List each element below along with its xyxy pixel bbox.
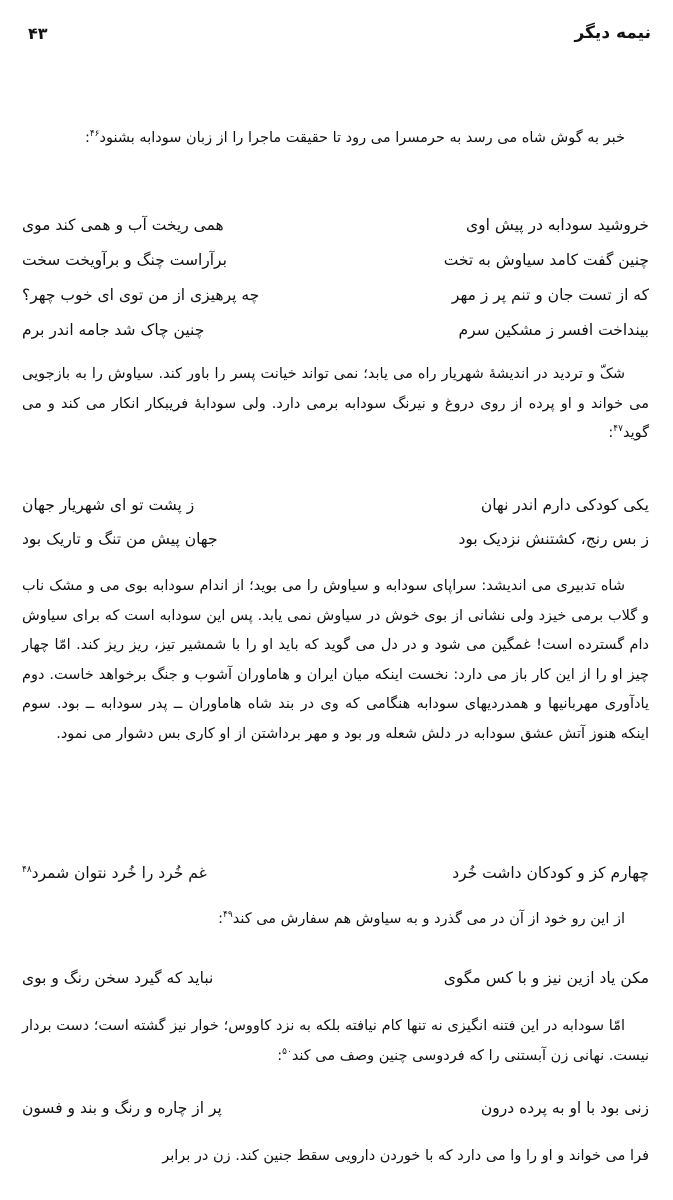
hemistich-right: خروشید سودابه در پیش اوی xyxy=(465,216,649,234)
punct: : xyxy=(84,130,90,146)
hemistich-right: ز بس رنج، کشتنش نزدیک بود xyxy=(458,530,649,548)
footnote-ref[interactable]: ۴۹ xyxy=(223,910,233,921)
paragraph xyxy=(22,124,649,154)
hemistich-right: مکن یاد ازین نیز و با کس مگوی xyxy=(443,969,649,987)
hemistich-text: غم خُرد را خُرد نتوان شمرد xyxy=(31,864,207,882)
verse-line xyxy=(22,280,649,310)
paragraph xyxy=(22,572,649,749)
punct: : xyxy=(218,911,224,927)
punct: : xyxy=(277,1047,283,1064)
hemistich-right: زنی بود با او به پرده درون xyxy=(480,1099,649,1117)
verse-line xyxy=(22,245,649,275)
hemistich-left: چنین چاک شد جامه اندر برم xyxy=(22,321,205,339)
hemistich-right xyxy=(452,858,649,888)
verse-line xyxy=(22,858,649,888)
hemistich-text: چهارم کز و کودکان داشت خُرد xyxy=(452,864,649,882)
paragraph-text: خبر به گوش شاه می رسد به حرمسرا می رود تا حقیقت ماجرا را از زبان سودابه بشنود xyxy=(99,130,625,146)
paragraph-text: امّا سودابه در این فتنه انگیزی نه تنها کام نیافته بلکه به نزد کاووس؛ خوار نیز گشته است؛ دست بردار نیست. نهانی زن آبستنی را که فردوسی چنین وصف می کند xyxy=(22,1018,649,1064)
hemistich-left: چه پرهیزی از من توی ای خوب چهر؟ xyxy=(22,286,260,304)
paragraph-text: شاه تدبیری می اندیشد: سراپای سودابه و سیاوش را می بوید؛ از اندام سودابه بوی می و مشک ناب و گلاب برمی خیزد ولی نشانی از بوی خوش در سیاوش نمی یابد. پس این سودابه است که برای سیاوش دام گسترده است! غمگین می شود و در دل می گوید که باید او را با شمشیر تیز، ریز ریز کند. امّا چهار چیز او را از این کار باز می دارد: نخست اینکه میان ایران و هاماوران آشوب و جنگ برخواهد خاست. دوم یادآوری مهربانیها و همدردیهای سودابه هنگامی که وی در بند شاه هاماوران ــ پدر سودابه ــ بود. سوم اینکه هنوز آتش عشق سودابه در دلش شعله ور بود و مهر برداشتن از او کاری بس دشوار می نمود. xyxy=(22,578,649,742)
running-title: نیمه دیگر xyxy=(574,23,651,43)
footnote-ref[interactable]: ۴۷ xyxy=(613,424,623,435)
hemistich-left: برآراست چنگ و برآویخت سخت xyxy=(22,251,227,269)
footnote-ref[interactable]: ۴۸ xyxy=(22,864,32,875)
verse-line xyxy=(22,524,649,554)
hemistich-left: همی ریخت آب و همی کند موی xyxy=(22,216,224,234)
verse-line xyxy=(22,210,649,240)
paragraph xyxy=(22,1142,649,1172)
page-number: ۴۳ xyxy=(28,23,48,43)
hemistich-right: چنین گفت کامد سیاوش به تخت xyxy=(443,251,649,269)
paragraph xyxy=(22,905,649,935)
hemistich-left: جهان پیش من تنگ و تاریک بود xyxy=(22,530,218,548)
hemistich-left: ز پشت تو ای شهریار جهان xyxy=(22,496,195,514)
footnote-ref[interactable]: ۴۶ xyxy=(89,129,100,140)
paragraph-text: شکّ و تردید در اندیشهٔ شهریار راه می یابد؛ نمی تواند خیانت پسر را باور کند. سیاوش را به بازجویی می خواند و او پرده از روی دروغ و نیرنگ سودابه برمی دارد. ولی سودابهٔ فریبکار انکار می کند و می گوید xyxy=(22,366,649,441)
verse-line xyxy=(22,315,649,345)
paragraph xyxy=(22,1012,649,1071)
hemistich-right: بینداخت افسر ز مشکین سرم xyxy=(458,321,649,339)
running-head xyxy=(28,18,651,48)
verse-line xyxy=(22,490,649,520)
verse-line xyxy=(22,1093,649,1123)
paragraph-text: فرا می خواند و او را وا می دارد که با خوردن دارویی سقط جنین کند. زن در برابر xyxy=(162,1148,649,1164)
paragraph-text: از این رو خود از آن در می گذرد و به سیاوش هم سفارش می کند xyxy=(232,911,625,927)
hemistich-left xyxy=(22,858,207,888)
hemistich-right: یکی کودکی دارم اندر نهان xyxy=(480,496,649,514)
hemistich-right: که از تست جان و تنم پر ز مهر xyxy=(451,286,649,304)
hemistich-left: پر از چاره و رنگ و بند و فسون xyxy=(22,1099,222,1117)
verse-line xyxy=(22,963,649,993)
paragraph xyxy=(22,360,649,449)
hemistich-left: نباید که گیرد سخن رنگ و بوی xyxy=(22,969,214,987)
footnote-ref[interactable]: ۵۰ xyxy=(282,1046,292,1057)
punct: : xyxy=(608,425,614,441)
